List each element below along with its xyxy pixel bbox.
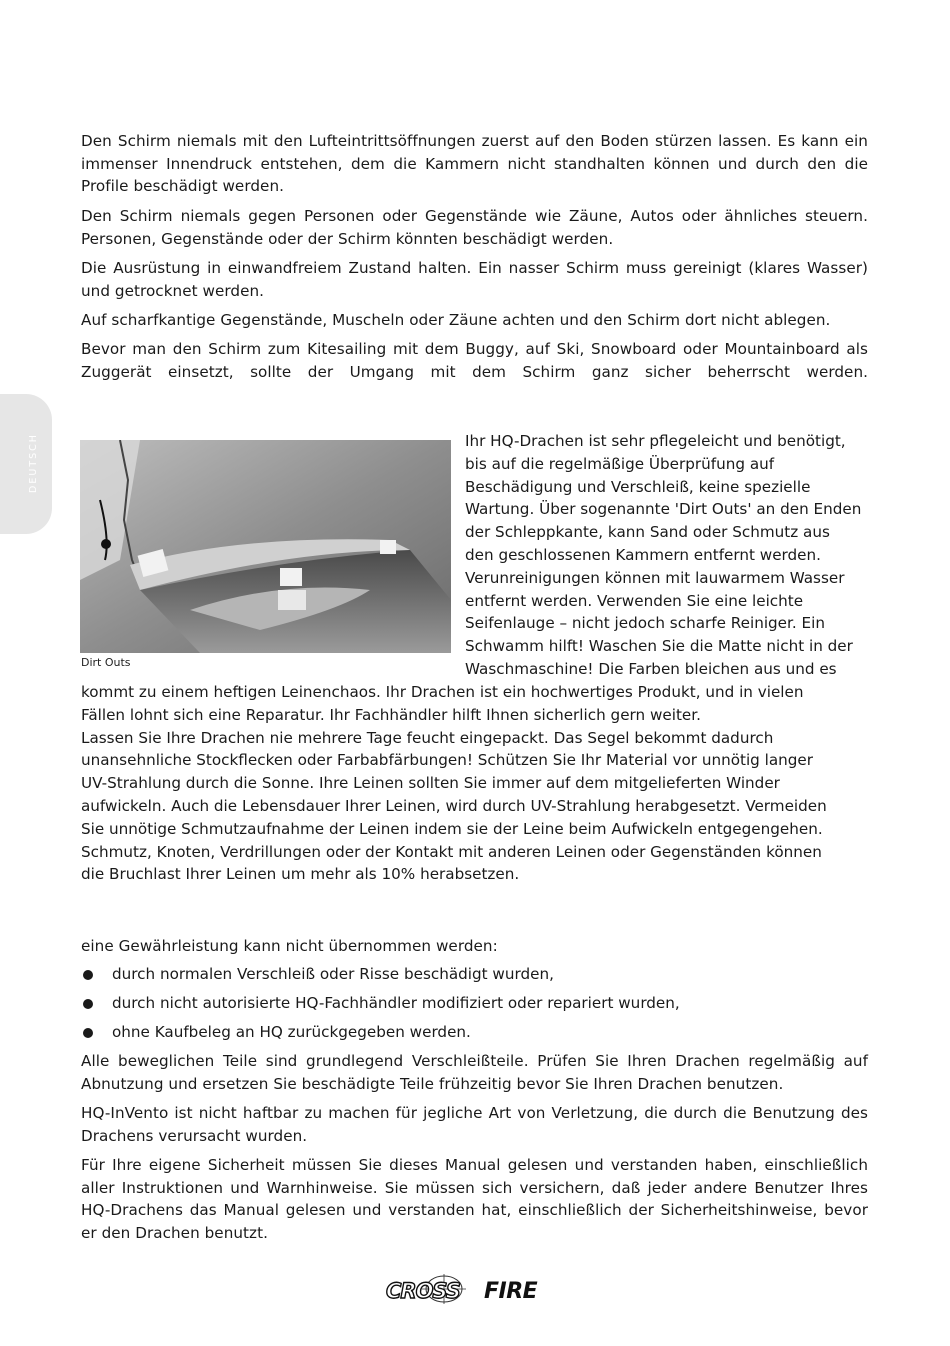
logo-part-cross: CROSS (386, 1279, 460, 1303)
list-item (81, 963, 871, 992)
care-text-continuation (81, 681, 881, 886)
care-text-column (465, 430, 870, 681)
bullet-icon (83, 1028, 93, 1038)
safety-paragraph-2: Den Schirm niemals gegen Personen oder Gegenstände wie Zäune, Autos oder ähnliches steuern. Personen, Gegenstände oder der Schirm könnten beschädigt werden. (81, 207, 868, 248)
bullet-text: ohne Kaufbeleg an HQ zurückgegeben werden. (112, 1023, 471, 1041)
logo-part-fire: FIRE (484, 1279, 538, 1304)
language-side-tab (0, 394, 52, 534)
wear-parts-paragraph: Alle beweglichen Teile sind grundlegend Verschleißteile. Prüfen Sie Ihren Drachen regelmäßig auf Abnutzung und ersetzen Sie beschädigte Teile frühzeitig bevor Sie Ihren Drachen benutzen. (81, 1052, 868, 1093)
care-line: Wartung. Über sogenannte 'Dirt Outs' an den Enden (465, 500, 862, 519)
photo-caption: Dirt Outs (81, 656, 131, 669)
care-line: bis auf die regelmäßige Überprüfung auf (465, 454, 775, 473)
crossfire-logo (384, 1274, 570, 1304)
bullet-icon (83, 970, 93, 980)
warranty-bullet-list (81, 963, 871, 1050)
care-line: Lassen Sie Ihre Drachen nie mehrere Tage feucht eingepackt. Das Segel bekommt dadurch (81, 728, 774, 747)
bullet-text: durch normalen Verschleiß oder Risse beschädigt wurden, (112, 965, 554, 983)
care-line: die Bruchlast Ihrer Leinen um mehr als 10% herabsetzen. (81, 865, 520, 884)
care-line: den geschlossenen Kammern entfernt werden. (465, 545, 821, 564)
care-line: Ihr HQ-Drachen ist sehr pflegeleicht und benötigt, (465, 432, 846, 450)
safety-paragraph-5: Bevor man den Schirm zum Kitesailing mit dem Buggy, auf Ski, Snowboard oder Mountainboard als Zuggerät einsetzt, sollte der Umgang mit dem Schirm ganz sicher beherrscht werden. (81, 340, 868, 381)
care-line: Beschädigung und Verschleiß, keine spezielle (465, 477, 811, 496)
care-line: entfernt werden. Verwenden Sie eine leichte (465, 591, 804, 610)
list-item (81, 1021, 871, 1050)
care-line: UV-Strahlung durch die Sonne. Ihre Leinen sollten Sie immer auf dem mitgelieferten Winder (81, 774, 780, 793)
list-item (81, 992, 871, 1021)
safety-paragraph-1: Den Schirm niemals mit den Lufteintrittsöffnungen zuerst auf den Boden stürzen lassen. Es kann ein immenser Innendruck entstehen, dem die Kammern nicht standhalten können und durch den die Profile beschädigt werden. (81, 132, 868, 195)
care-line: Fällen lohnt sich eine Reparatur. Ihr Fachhändler hilft Ihnen sicherlich gern weiter. (81, 705, 701, 724)
safety-manual-paragraph: Für Ihre eigene Sicherheit müssen Sie dieses Manual gelesen und verstanden haben, einschließlich aller Instruktionen und Warnhinweise. Sie müssen sich versichern, daß jeder andere Benutzer Ihres HQ-Drachens das Manual gelesen und verstanden hat, einschließlich der Sicherheitshinweise, bevor er den Drachen benutzt. (81, 1156, 868, 1242)
crossfire-logo-mark (384, 1274, 570, 1304)
warranty-intro: eine Gewährleistung kann nicht übernommen werden: (81, 937, 498, 955)
dirt-outs-photo (80, 440, 451, 653)
care-line: kommt zu einem heftigen Leinenchaos. Ihr Drachen ist ein hochwertiges Produkt, und in vielen (81, 683, 804, 701)
care-line: Schwamm hilft! Waschen Sie die Matte nicht in der (465, 637, 853, 656)
safety-paragraph-3: Die Ausrüstung in einwandfreiem Zustand halten. Ein nasser Schirm muss gereinigt (klares Wasser) und getrocknet werden. (81, 259, 868, 300)
care-line: Sie unnötige Schmutzaufnahme der Leinen indem sie der Leine beim Aufwickeln entgegengehen. (81, 819, 823, 838)
bullet-text: durch nicht autorisierte HQ-Fachhändler modifiziert oder repariert wurden, (112, 994, 680, 1012)
care-line: Seifenlauge – nicht jedoch scharfe Reiniger. Ein (465, 614, 825, 633)
bullet-icon (83, 999, 93, 1009)
safety-paragraph-4: Auf scharfkantige Gegenstände, Muscheln oder Zäune achten und den Schirm dort nicht ablegen. (81, 311, 831, 329)
liability-paragraph: HQ-InVento ist nicht haftbar zu machen für jegliche Art von Verletzung, die durch die Benutzung des Drachens verursacht wurden. (81, 1104, 868, 1145)
care-line: der Schleppkante, kann Sand oder Schmutz aus (465, 523, 830, 542)
care-line: Waschmaschine! Die Farben bleichen aus und es (465, 659, 837, 678)
kite-fabric-illustration (80, 440, 451, 653)
care-line: aufwickeln. Auch die Lebensdauer Ihrer Leinen, wird durch UV-Strahlung herabgesetzt. Vermeiden (81, 796, 827, 815)
care-line: unansehnliche Stockflecken oder Farbabfärbungen! Schützen Sie Ihr Material vor unnötig langer (81, 751, 814, 770)
care-line: Verunreinigungen können mit lauwarmem Wasser (465, 568, 845, 587)
care-line: Schmutz, Knoten, Verdrillungen oder der Kontakt mit anderen Leinen oder Gegenständen können (81, 842, 822, 861)
language-tab-label: DEUTSCH (28, 433, 39, 493)
